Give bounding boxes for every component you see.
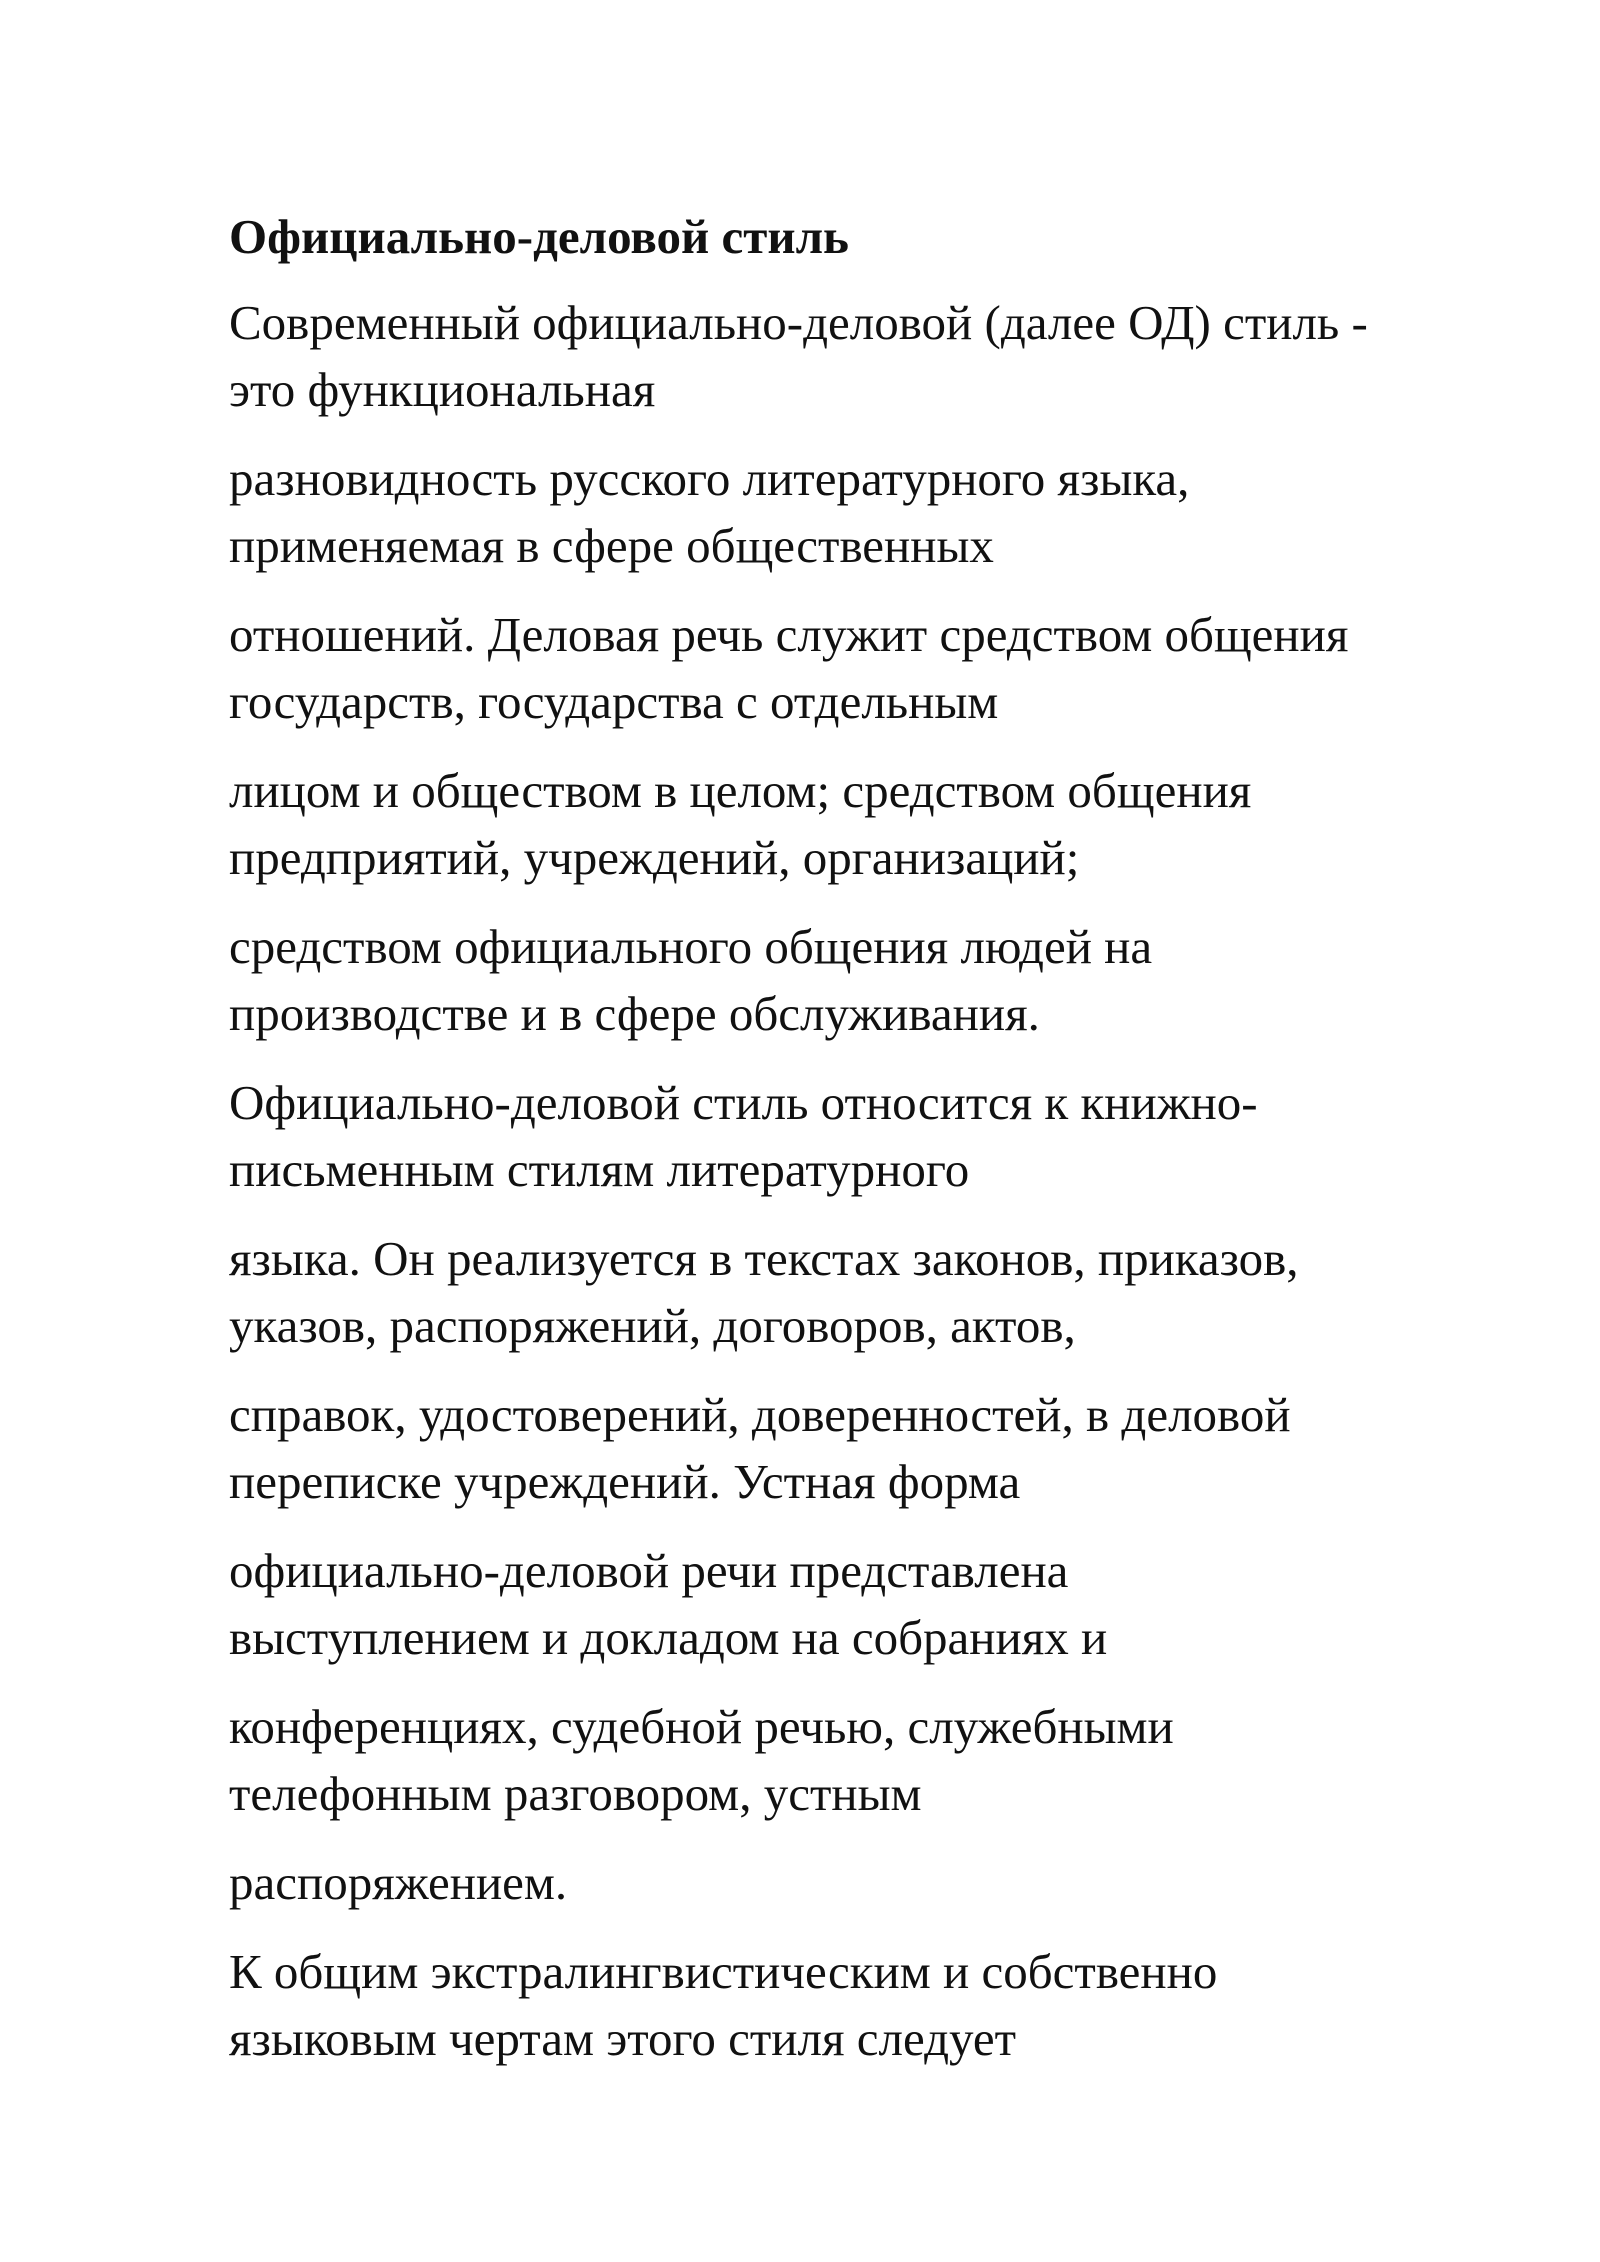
text-line: языковым чертам этого стиля следует (229, 2010, 1017, 2066)
text-line: К общим экстралингвистическим и собственно (229, 1943, 1218, 1999)
text-line: переписке учреждений. Устная форма (229, 1453, 1021, 1509)
document-title: Официально-деловой стиль (229, 209, 849, 264)
text-line: Современный официально-деловой (далее ОД) стиль - (229, 294, 1368, 350)
paragraph (229, 1381, 1529, 1515)
text-line: телефонным разговором, устным (229, 1765, 922, 1821)
text-line: отношений. Деловая речь служит средством общения (229, 606, 1349, 662)
paragraph (229, 1849, 1529, 1916)
text-line: лицом и обществом в целом; средством общения (229, 762, 1252, 818)
paragraph (229, 289, 1529, 423)
paragraph (229, 1537, 1529, 1671)
text-line: письменным стилям литературного (229, 1141, 970, 1197)
text-line: справок, удостоверений, доверенностей, в деловой (229, 1386, 1291, 1442)
text-line: средством официального общения людей на (229, 918, 1153, 974)
document-content (229, 208, 1529, 2094)
text-line: разновидность русского литературного языка, (229, 450, 1190, 506)
paragraph (229, 1693, 1529, 1827)
text-line: применяемая в сфере общественных (229, 517, 994, 573)
text-line: производстве и в сфере обслуживания. (229, 985, 1040, 1041)
paragraph (229, 913, 1529, 1047)
text-line: языка. Он реализуется в текстах законов, приказов, (229, 1230, 1299, 1286)
paragraph (229, 1938, 1529, 2072)
text-line: указов, распоряжений, договоров, актов, (229, 1297, 1076, 1353)
text-line: конференциях, судебной речью, служебными (229, 1698, 1174, 1754)
text-line: распоряжением. (229, 1854, 568, 1910)
text-line: предприятий, учреждений, организаций; (229, 829, 1080, 885)
text-line: государств, государства с отдельным (229, 673, 999, 729)
paragraph (229, 757, 1529, 891)
paragraph (229, 601, 1529, 735)
text-line: официально-деловой речи представлена (229, 1542, 1069, 1598)
text-line: выступлением и докладом на собраниях и (229, 1609, 1108, 1665)
paragraph (229, 1225, 1529, 1359)
paragraph (229, 445, 1529, 579)
text-line: это функциональная (229, 361, 656, 417)
paragraph (229, 1069, 1529, 1203)
text-line: Официально-деловой стиль относится к книжно- (229, 1074, 1258, 1130)
